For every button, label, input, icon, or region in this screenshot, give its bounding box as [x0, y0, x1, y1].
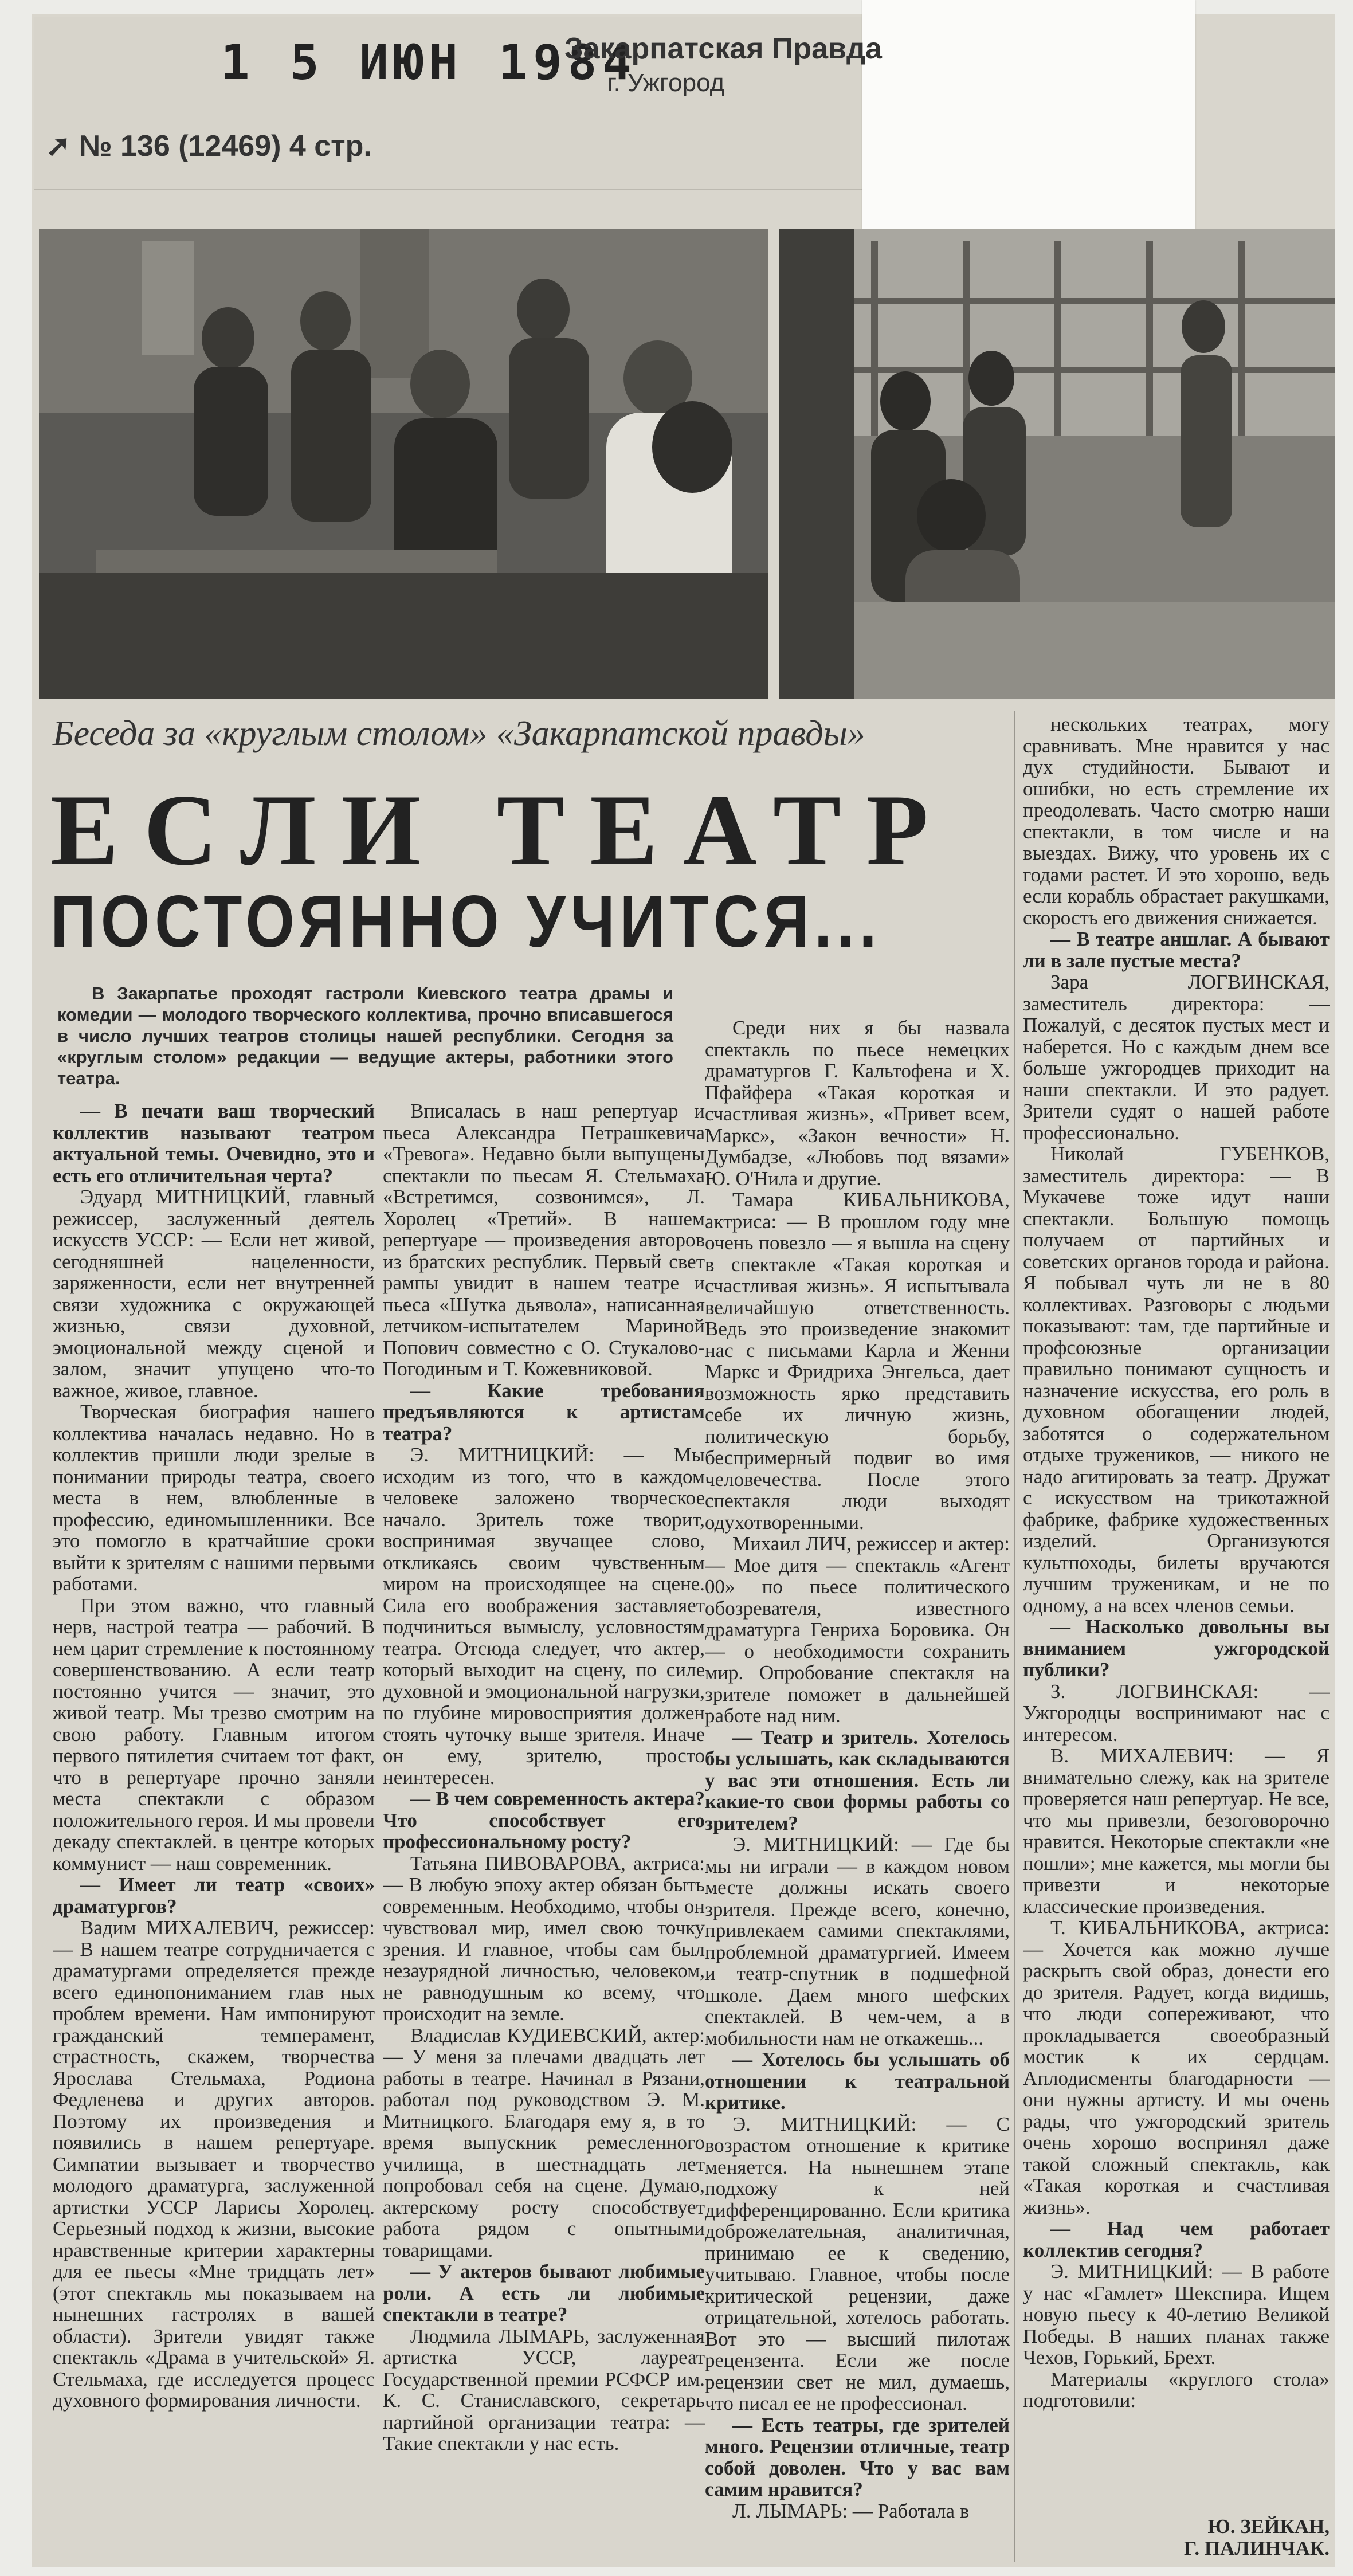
interview-answer: Вадим МИХАЛЕВИЧ, режиссер: — В нашем театре сотрудничается с драматургами определяется прежде всего единопониманием глав ных проблем времени. Нам импонируют гражданский темперамент, страстность, скажем, творчества Ярослава Стельмаха, Родиона Федленева и других авторов. Поэтому их произведения и появились в нашем репертуаре. Симпатии вызывает и творчество молодого драматурга, заслуженной артистки УССР Ларисы Хоролец. Серьезный подход к жизни, высокие нравственные критерии характерны для ее пьесы «Мне тридцать лет» (этот спектакль мы показываем на нынешних гастролях в вашей области). Зрители увидят также спектакль «Драма в учительской» Я. Стельмаха, где исследуется процесс духовного формирования личности.: [53, 1916, 375, 2412]
photo-right: [779, 229, 1335, 699]
date-stamp: 1 5 ИЮН 1984: [221, 34, 637, 91]
signature-line-1: Ю. ЗЕЙКАН,: [1207, 2515, 1330, 2538]
photo-rehearsal-stage: [779, 229, 1335, 699]
interview-question: — В печати ваш творческий коллектив называют театром актуальной темы. Очевидно, это и есть его отличительная черта?: [53, 1100, 375, 1187]
article-kicker: Беседа за «круглым столом» «Закарпатской правды»: [53, 714, 865, 753]
interview-answer: Л. ЛЫМАРЬ: — Работала в: [732, 2499, 970, 2522]
paper-name-stamp: Закарпатская Правда: [564, 32, 882, 65]
interview-question: — Имеет ли театр «своих» драматургов?: [53, 1873, 375, 1918]
headline-line-2: ПОСТОЯННО УЧИТСЯ...: [50, 881, 882, 963]
interview-answer: З. ЛОГВИНСКАЯ: — Ужгородцы воспринимают нас с интересом.: [1023, 1680, 1330, 1746]
interview-question: — Есть театры, где зрителей много. Рецензии отличные, театр собой доволен. Что у вас вам самим нравится?: [705, 2413, 1010, 2500]
interview-answer: Людмила ЛЫМАРЬ, заслуженная артистка УССР, лауреат Государственной премии РСФСР им. К. С. Станиславского, секретарь партийной организации театра: — Такие спектакли у нас есть.: [383, 2324, 705, 2455]
interview-answer: Э. МИТНИЦКИЙ: — С возрастом отношение к критике меняется. На нынешнем этапе подхожу к ней дифференцированно. Если критика доброжелательная, аналитичная, принимаю ее к сведению, учитываю. Главное, чтобы после критической рецензии, даже отрицательной, хотелось работать. Вот это — высший пилотаж рецензента. Если же после рецензии свет не мил, думаешь, что писал ее не профессионал.: [705, 2112, 1010, 2414]
interview-question: — В театре аншлаг. А бывают ли в зале пустые места?: [1023, 928, 1330, 972]
interview-question: — Какие требования предъявляются к артистам театра?: [383, 1379, 705, 1445]
interview-answer: Тамара КИБАЛЬНИКОВА, актриса: — В прошлом году мне очень повезло — я вышла на сцену в спектакле «Такая короткая и счастливая жизнь». Я испытывала величайшую ответственность. Ведь это произведение знакомит нас с письмами Карла и Женни Маркс и Фридриха Энгельса, дает возможность ярко представить себе их личную жизнь, политическую борьбу, беспримерный подвиг во имя человечества. После этого спектакля люди выходят одухотворенными.: [705, 1189, 1010, 1534]
interview-answer: Татьяна ПИВОВАРОВА, актриса: — В любую эпоху актер обязан быть современным. Необходимо, чтобы он чувствовал мир, имел свою точку зрения. И главное, чтобы сам был незаурядной личностью, человеком, не равнодушным ко всему, что происходит на земле.: [383, 1852, 705, 2025]
interview-answer: При этом важно, что главный нерв, настрой театра — рабочий. В нем царит стремление к постоянному совершенствованию. А если театр постоянно учится — значит, это живой театр. Мы трезво смотрим на свою работу. Главным итогом первого пятилетия считаем тот факт, что в репертуаре прочно заняли места спектакли с образом положительного героя. И мы провели декаду спектаклей. в центре которых коммунист — наш современник.: [53, 1594, 375, 1875]
photo-left: [39, 229, 768, 699]
interview-answer: Материалы «круглого стола» подготовили:: [1023, 2367, 1330, 2412]
interview-answer: Владислав КУДИЕВСКИЙ, актер: — У меня за плечами двадцать лет работы в театре. Начинал в Рязани, работал под руководством Э. М. Митницкого. Благодаря ему я, в то время выпускник ремесленного училища, в шестнадцать лет попробовал себя на сцене. Думаю, актерскому росту способствует работа рядом с опытными товарищами.: [383, 2024, 705, 2261]
interview-answer: Вписалась в наш репертуар и пьеса Александра Петрашкевича «Тревога». Недавно были выпущены спектакли по пьесам Я. Стельмаха «Встретимся, созвонимся», Л. Хоролец «Третий». В нашем репертуаре — произведения авторов из братских республик. Первый свет рампы увидит в нашем театре и пьеса «Шутка дьявола», написанная летчиком-испытателем Мариной Попович совместно с О. Стукалово-Погодиным и Т. Кожевниковой.: [383, 1100, 705, 1380]
headline-line-1: ЕСЛИ ТЕАТР: [50, 773, 954, 887]
interview-question: — Хотелось бы услышать об отношении к театральной критике.: [705, 2048, 1010, 2114]
signature-line-2: Г. ПАЛИНЧАК.: [1184, 2536, 1330, 2559]
interview-answer: нескольких театрах, могу сравнивать. Мне нравится у нас дух студийности. Бывают и ошибки, но есть стремление их преодолевать. Часто смотрю наши спектакли, в том числе и на выездах. Вижу, что уровень их с годами растет. И это хорошо, ведь если корабль обрастает ракушками, скорость его движения снижается.: [1023, 713, 1330, 929]
interview-answer: Э. МИТНИЦКИЙ: — Где бы мы ни играли — в каждом новом месте должны искать своего зрителя. Прежде всего, конечно, привлекаем самими спектаклями, проблемной драматургией. Имеем и театр-спутник в подшефной школе. Даем много шефских спектаклей. В чем-чем, а в мобильности нам не откажешь...: [705, 1833, 1010, 2049]
article-column-4: [1023, 713, 1330, 2513]
interview-answer: Михаил ЛИЧ, режиссер и актер: — Мое дитя — спектакль «Агент 00» по пьесе политического обозревателя, известного драматурга Генриха Боровика. Он — о необходимости сохранить мир. Опробование спектакля на зрителе поможет в дальнейшей работе над ним.: [705, 1532, 1010, 1727]
signature-block: [1023, 2516, 1330, 2567]
interview-question: — Насколько довольны вы вниманием ужгородской публики?: [1023, 1616, 1330, 1681]
issue-number: № 136 (12469) 4 стр.: [79, 130, 372, 163]
article-column-3: [705, 1017, 1010, 2565]
interview-question: — В чем современность актера? Что способствует его профессиональному росту?: [383, 1787, 705, 1853]
interview-answer: Эдуард МИТНИЦКИЙ, главный режиссер, заслуженный деятель искусств УССР: — Если нет живой, сегодняшней нацеленности, заряженности, если нет внутренней связи художника с окружающей жизнью, связи духовной, эмоциональной между сценой и залом, значит упущено что-то важное, живое, главное.: [53, 1186, 375, 1402]
interview-answer: Э. МИТНИЦКИЙ: — В работе у нас «Гамлет» Шекспира. Ищем новую пьесу к 40-летию Великой Победы. В наших планах также Чехов, Горький, Брехт.: [1023, 2260, 1330, 2369]
issue-stamp: [46, 129, 372, 163]
interview-answer: Творческая биография нашего коллектива началась недавно. Но в коллектив пришли люди зрелые в понимании природы театра, своего места в нем, влюбленные в профессию, единомышленники. Все это помогло в кратчайшие сроки выйти к зрителям с нашими первыми работами.: [53, 1401, 375, 1595]
interview-question: — Над чем работает коллектив сегодня?: [1023, 2217, 1330, 2261]
article-column-1: [53, 1100, 375, 2565]
interview-answer: Э. МИТНИЦКИЙ: — Мы исходим из того, что в каждом человеке заложено творческое начало. Зритель тоже творит, воспринимая звучащее слово, откликаясь своим чувственным миром на происходящее на сцене. Сила его воображения заставляет подчиниться вымыслу, условностям театра. Отсюда следует, что актер, который выходит на сцену, по силе духовной и эмоциональной нагрузки, по глубине мировосприятия должен стоять чуточку выше зрителя. Иначе он ему, зрителю, просто неинтересен.: [383, 1444, 705, 1789]
interview-answer: Среди них я бы назвала спектакль по пьесе немецких драматургов Г. Кальтофена и Х. Пфайфера «Такая короткая и счастливая жизнь», «Привет всем, Маркс», «Закон вечности» Н. Думбадзе, «Любовь под вязами» Ю. О'Нила и другие.: [705, 1017, 1010, 1190]
interview-answer: Николай ГУБЕНКОВ, заместитель директора: — В Мукачеве тоже идут наши спектакли. Большую помощь получаем от партийных и советских органов города и района. Я побывал чуть ли не в 80 коллективах. Разговоры с людьми показывают: там, где партийные и профсоюзные организации правильно понимают сущность и назначение искусства, его роль в духовном обогащении людей, заботятся о содержательном отдыхе тружеников, — никого не надо агитировать за театр. Дружат с искусством на трикотажной фабрике, фабрике художественных изделий. Организуются культпоходы, билеты вручаются лучшим труженикам, и не по одному, а на всех членов семьи.: [1023, 1143, 1330, 1617]
interview-question: — У актеров бывают любимые роли. А есть ли любимые спектакли в театре?: [383, 2260, 705, 2326]
arrow-icon: ➚: [46, 130, 71, 163]
article-column-2: [383, 1100, 705, 2565]
city-stamp: г. Ужгород: [607, 69, 725, 97]
interview-answer: Зара ЛОГВИНСКАЯ, заместитель директора: — Пожалуй, с десяток пустых мест и наберется. Но с каждым днем все больше ужгородцев приходит на наши спектакли. И это радует. Зрители судят о нашей работе профессионально.: [1023, 971, 1330, 1144]
blank-paper-corner: [862, 0, 1195, 229]
column-divider: [1014, 711, 1015, 2562]
photo-rehearsal-group: [39, 229, 768, 699]
article-lead: В Закарпатье проходят гастроли Киевского театра драмы и комедии — молодого творческого коллектива, прочно вписавшегося в число лучших театров столицы нашей республики. Сегодня за «круглым столом» редакции — ведущие актеры, работники этого театра.: [57, 983, 673, 1088]
interview-answer: Т. КИБАЛЬНИКОВА, актриса: — Хочется как можно лучше раскрыть свой образ, донести его до зрителя. Радует, когда видишь, что люди сопереживают, что прокладывается своеобразный мостик к их сердцам. Аплодисменты благодарности — они нужны артисту. И мы очень рады, что ужгородский зритель очень хорошо воспринял даже такой сложный спектакль, как «Такая короткая и счастливая жизнь».: [1023, 1916, 1330, 2218]
interview-question: — Театр и зритель. Хотелось бы услышать, как складываются у вас эти отношения. Есть ли какие-то свои формы работы со зрителем?: [705, 1726, 1010, 1834]
interview-answer: В. МИХАЛЕВИЧ: — Я внимательно слежу, как на зрителе проверяется наш репертуар. Не все, что мы привезли, безоговорочно нравится. Некоторые спектакли «не пошли»; мне кажется, мы могли бы привезти и некоторые классические произведения.: [1023, 1744, 1330, 1918]
